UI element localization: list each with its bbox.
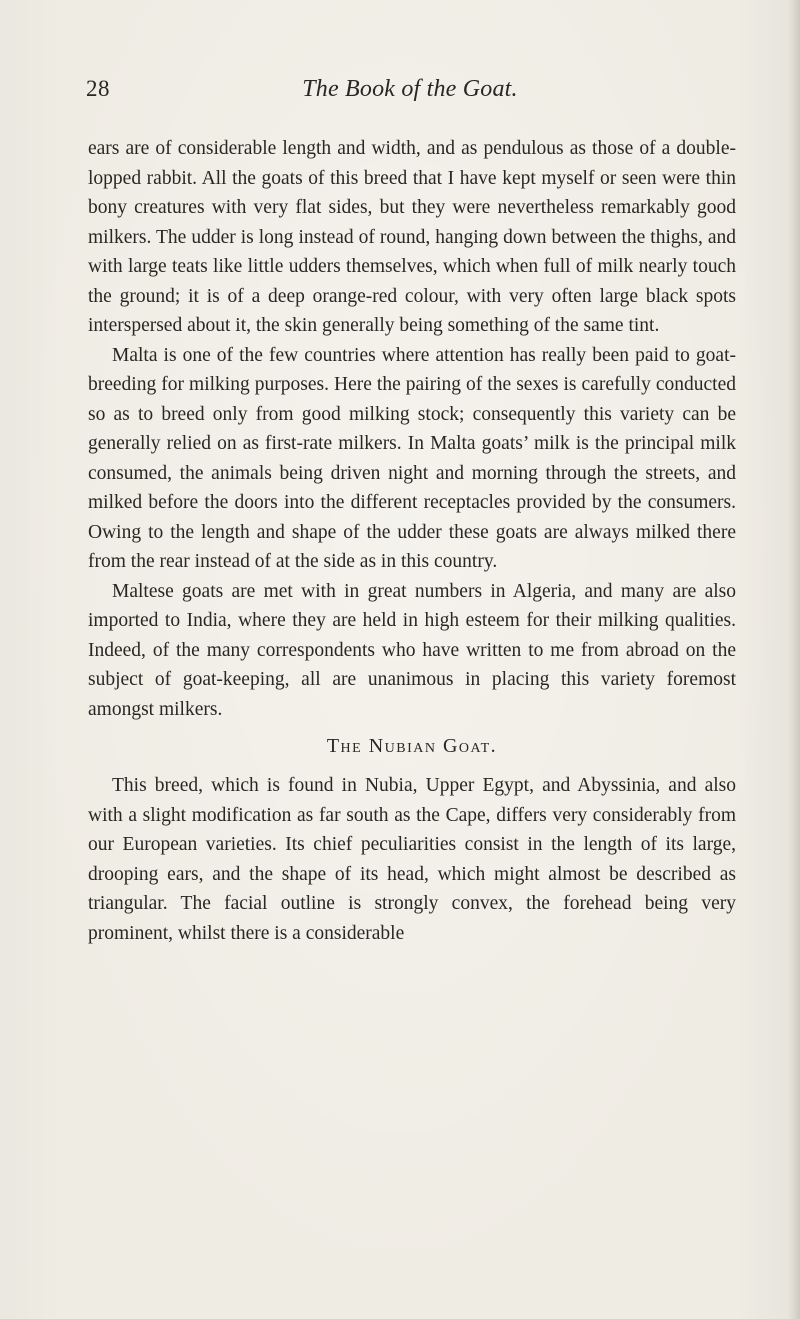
running-title: The Book of the Goat.: [302, 76, 518, 102]
paragraph-udder-description: ears are of considerable length and width, and as pendulous as those of a double-lopped rabbit. All the goats of this breed that I have kept myself or seen were thin bony creatures with very flat sides, but they were nevertheless remarkably good milkers. The udder is long instead of round, hanging down between the thighs, and with large teats like little udders themselves, which when full of milk nearly touch the ground; it is of a deep orange-red colour, with very often large black spots interspersed about it, the skin generally being something of the same tint.: [88, 138, 736, 336]
section-heading-nubian-goat: The Nubian Goat.: [326, 735, 498, 757]
page-edge-shadow: [788, 0, 800, 1319]
paragraph-malta-breeding: Malta is one of the few countries where attention has really been paid to goat-breeding for milking purposes. Here the pairing of the sexes is carefully conducted so as to breed only from good milking stock; consequently this variety can be generally relied on as first-rate milkers. In Malta goats’ milk is the principal milk consumed, the animals being driven night and morning through the streets, and milked before the doors into the different receptacles provided by the consumers. Owing to the length and shape of the udder these goats are always milked there from the rear instead of at the side as in this country.: [88, 344, 736, 572]
page-number: 28: [86, 76, 110, 101]
paragraph-nubian-description: This breed, which is found in Nubia, Upper Egypt, and Abyssinia, and also with a slight modification as far south as the Cape, differs very considerably from our European varieties. Its chief peculiarities consist in the length of its large, drooping ears, and the shape of its head, which might almost be described as triangular. The facial outline is strongly convex, the forehead being very prominent, whilst there is a considerable: [88, 775, 736, 944]
paragraph-maltese-abroad: Maltese goats are met with in great numbers in Algeria, and many are also imported to India, where they are held in high esteem for their milking qualities. Indeed, of the many correspondents who have written to me from abroad on the subject of goat-keeping, all are unanimous in placing this variety foremost amongst milkers.: [88, 580, 736, 720]
body-text: [88, 134, 736, 948]
running-head: [86, 76, 734, 110]
